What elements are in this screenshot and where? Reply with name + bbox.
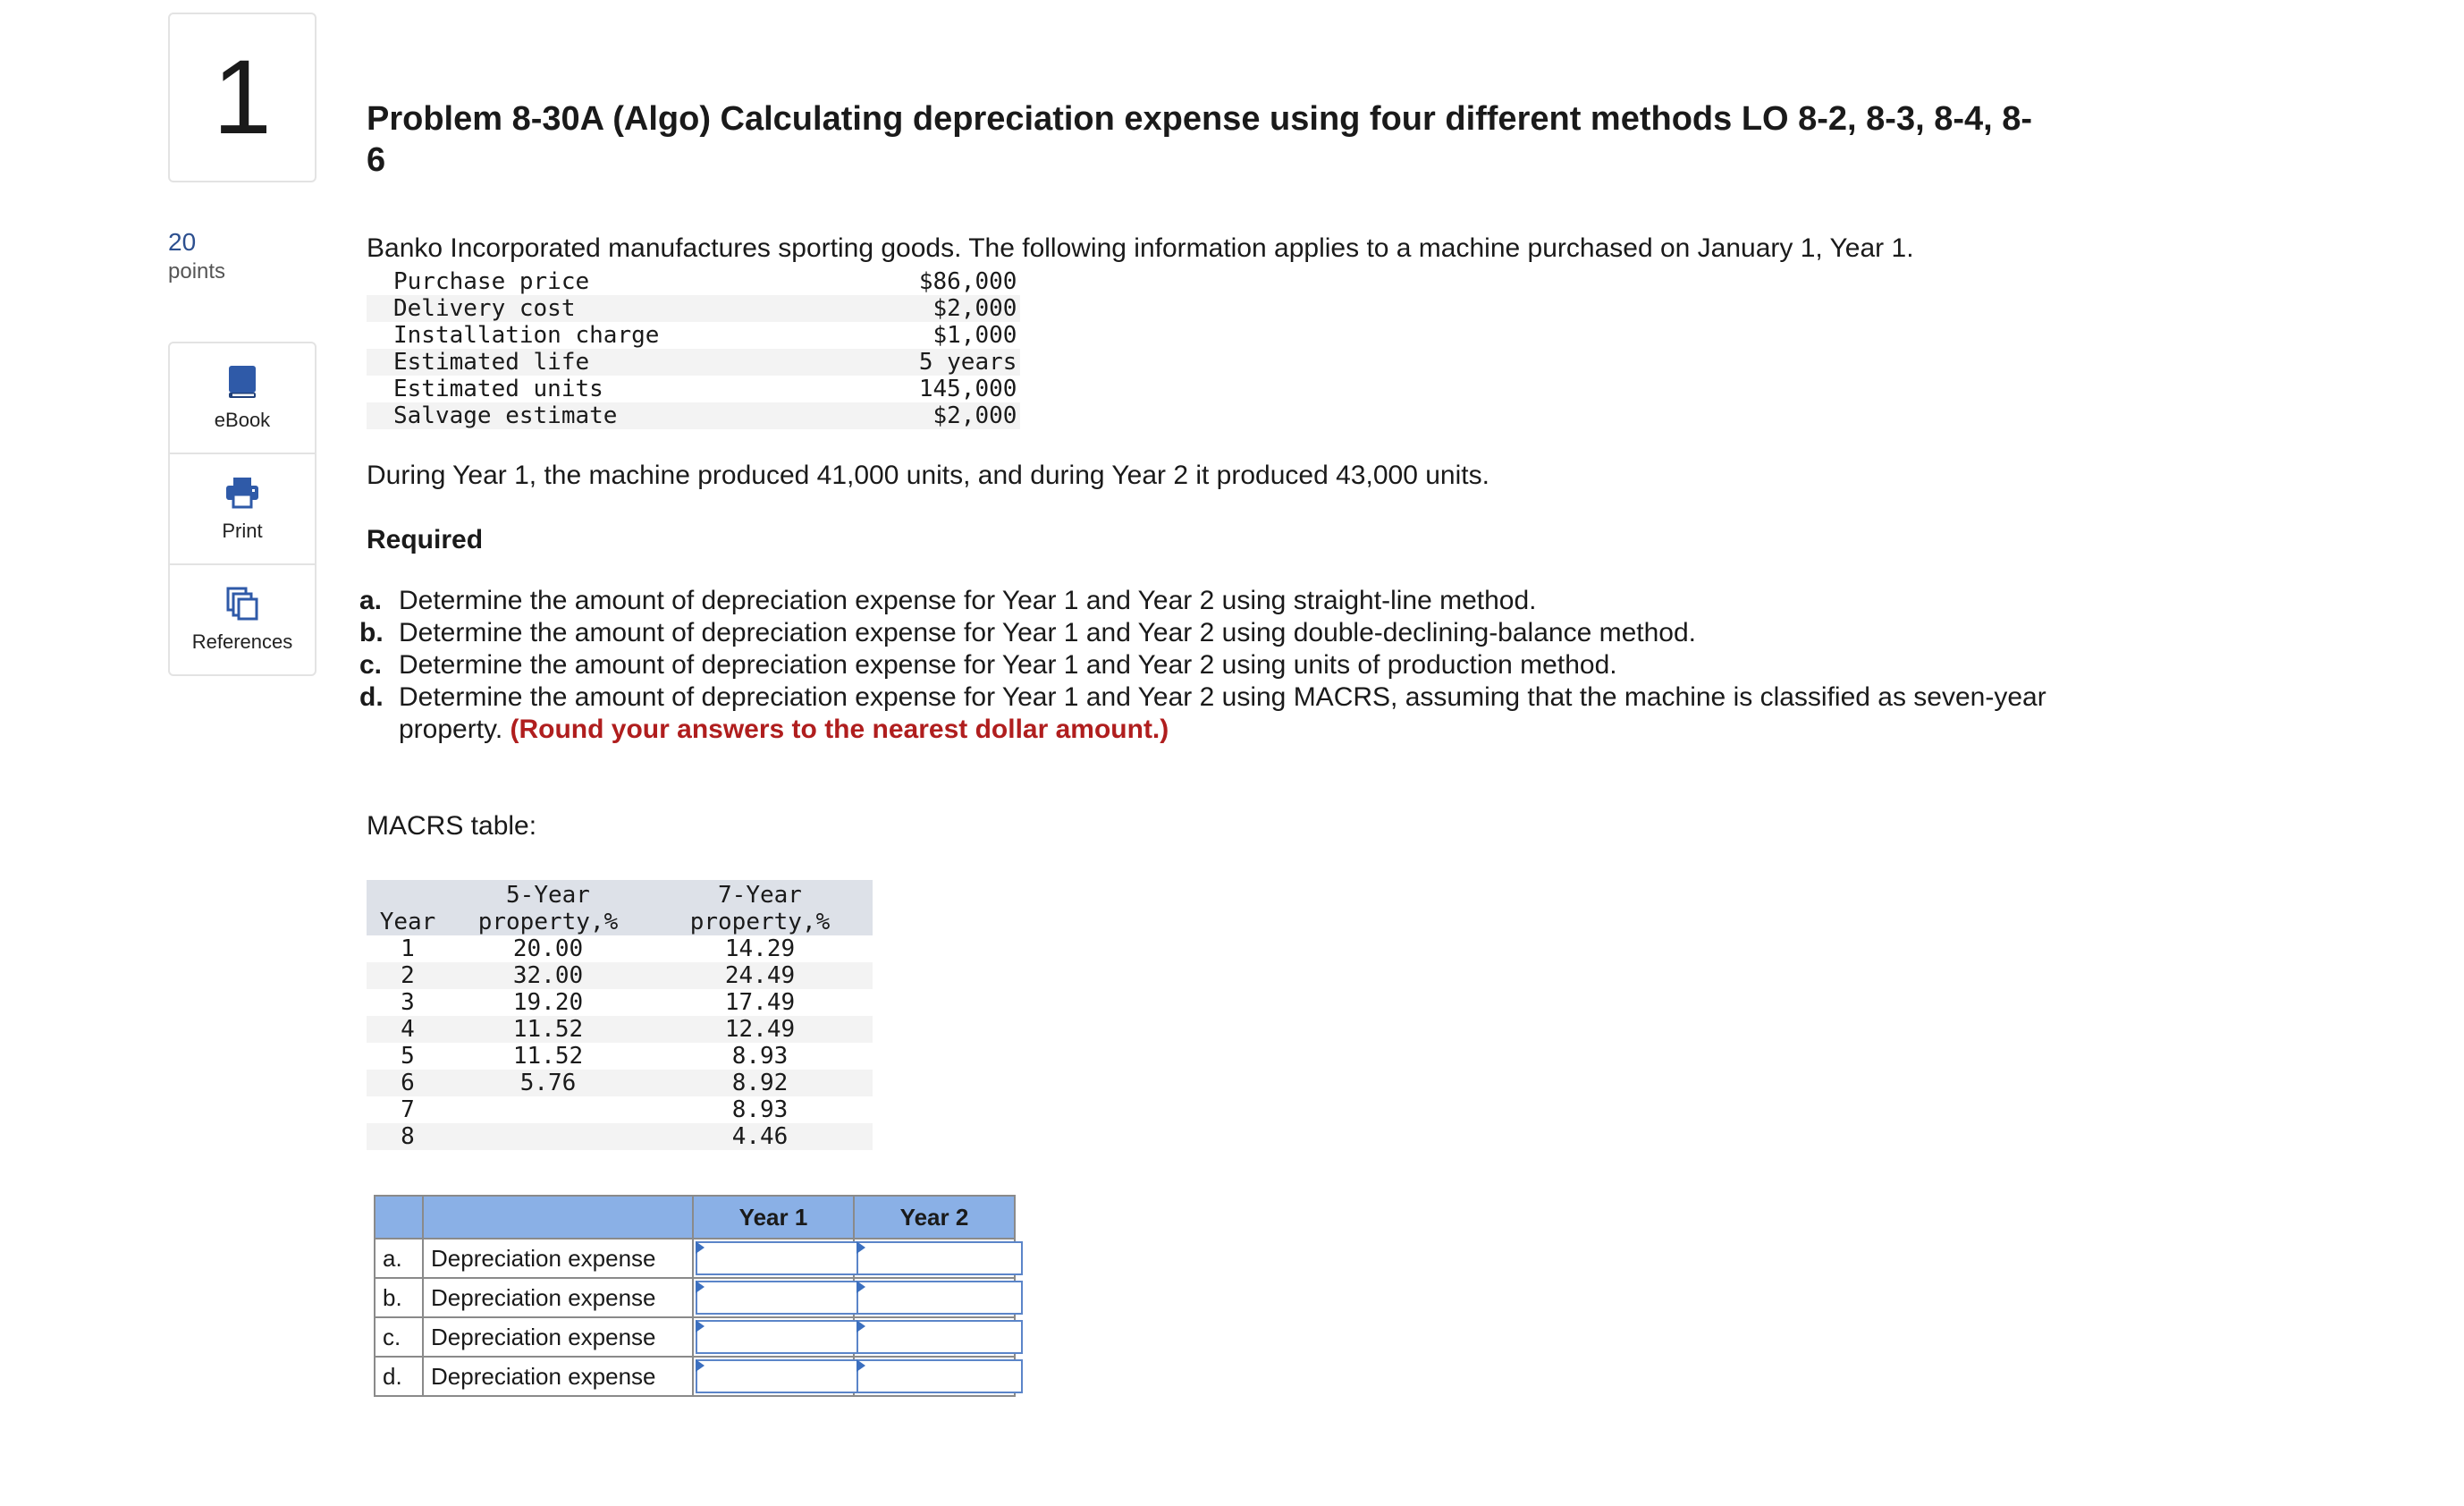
info-label: Purchase price [393, 268, 590, 295]
info-value: 145,000 [918, 376, 1017, 402]
references-label: References [191, 630, 293, 653]
table-cell: 7 [401, 1096, 415, 1123]
table-cell: 6 [367, 1070, 449, 1096]
requirement-letter: a. [359, 586, 383, 615]
row-label: Depreciation expense [423, 1317, 693, 1357]
table-row [375, 1357, 1015, 1396]
row-letter: b. [375, 1278, 423, 1317]
requirement-body [399, 681, 2058, 746]
requirement-letter: b. [359, 618, 384, 647]
table-row [367, 402, 1020, 429]
table-cell: 32.00 [449, 962, 647, 989]
table-cell: 19.20 [512, 989, 584, 1016]
answer-cell [854, 1357, 1015, 1396]
requirement-letter: c. [359, 650, 383, 680]
table-row [375, 1317, 1015, 1357]
info-value: $1,000 [932, 322, 1017, 349]
info-label: Salvage estimate [367, 402, 659, 429]
table-cell: 5.76 [449, 1070, 647, 1096]
table-row [367, 1070, 873, 1096]
row-letter: a. [375, 1239, 423, 1278]
table-cell: 14.29 [724, 935, 796, 962]
table-cell: 4.46 [647, 1123, 873, 1150]
table-row [367, 962, 873, 989]
table-row [367, 268, 1020, 295]
list-item [359, 585, 2058, 617]
column-header-year-1: Year 1 [693, 1196, 854, 1239]
column-header: Year [367, 880, 449, 935]
row-letter: d. [375, 1357, 423, 1396]
print-button[interactable] [170, 454, 315, 565]
table-cell: 8.92 [647, 1070, 873, 1096]
table-cell: 12.49 [647, 1016, 873, 1043]
year-1-input-a[interactable] [696, 1241, 862, 1275]
column-header: 7-Year property,% [647, 880, 873, 935]
table-cell: 8 [367, 1123, 449, 1150]
info-value: 5 years [659, 349, 1020, 376]
row-label: Depreciation expense [423, 1278, 693, 1317]
table-row [367, 1123, 873, 1150]
list-item [359, 649, 2058, 681]
table-cell [449, 1123, 647, 1150]
info-label: Installation charge [393, 322, 660, 349]
year-2-input-b[interactable] [856, 1281, 1023, 1315]
printer-icon [224, 475, 260, 511]
tools-panel [168, 342, 316, 676]
column-header: 5-Year property,% [449, 880, 647, 935]
column-header [423, 1196, 693, 1239]
table-cell: 1 [401, 935, 415, 962]
table-cell: 8.93 [731, 1043, 789, 1070]
year-2-input-d[interactable] [856, 1359, 1023, 1393]
references-button[interactable] [170, 565, 315, 674]
question-number: 1 [168, 13, 316, 182]
requirements-list [359, 585, 2058, 746]
info-value: $2,000 [659, 295, 1020, 322]
answer-cell [693, 1278, 854, 1317]
info-label: Estimated life [367, 349, 659, 376]
documents-icon [224, 586, 260, 622]
points-value: 20 [168, 228, 197, 256]
table-row [367, 989, 873, 1016]
ebook-button[interactable] [170, 343, 315, 454]
info-label: Estimated units [393, 376, 603, 402]
table-cell: 5 [401, 1043, 415, 1070]
table-cell: 4 [367, 1016, 449, 1043]
table-row [375, 1239, 1015, 1278]
book-icon [226, 364, 258, 400]
table-cell: 8.93 [731, 1096, 789, 1123]
macrs-table [367, 880, 873, 1150]
requirement-text: Determine the amount of depreciation expense for Year 1 and Year 2 using units of production method. [399, 650, 1617, 680]
answer-cell [854, 1239, 1015, 1278]
table-row [367, 1096, 873, 1123]
table-row [367, 1016, 873, 1043]
table-row [367, 935, 873, 962]
requirement-letter: d. [359, 682, 384, 712]
answer-cell [693, 1357, 854, 1396]
year-1-input-b[interactable] [696, 1281, 862, 1315]
points-block [168, 227, 225, 286]
table-cell: 17.49 [724, 989, 796, 1016]
table-cell: 11.52 [512, 1043, 584, 1070]
table-cell: 20.00 [512, 935, 584, 962]
info-value: $86,000 [918, 268, 1017, 295]
required-heading: Required [367, 525, 484, 554]
year-2-input-c[interactable] [856, 1320, 1023, 1354]
table-header-row [375, 1196, 1015, 1239]
table-row [367, 295, 1020, 322]
production-text: During Year 1, the machine produced 41,000 units, and during Year 2 it produced 43,000 units. [367, 461, 1489, 490]
table-row [367, 349, 1020, 376]
year-2-input-a[interactable] [856, 1241, 1023, 1275]
table-row [375, 1278, 1015, 1317]
table-row [367, 1043, 873, 1070]
row-label: Depreciation expense [423, 1239, 693, 1278]
problem-title: Problem 8-30A (Algo) Calculating depreciation expense using four different methods LO 8-2, 8-3, 8-4, 8-6 [367, 100, 2033, 179]
row-letter: c. [375, 1317, 423, 1357]
info-label: Delivery cost [367, 295, 659, 322]
table-row [367, 376, 1020, 402]
points-label: points [168, 259, 226, 283]
table-cell: 2 [367, 962, 449, 989]
table-cell [449, 1096, 647, 1123]
machine-info-table [367, 268, 1020, 429]
macrs-label: MACRS table: [367, 811, 537, 841]
print-label: Print [222, 520, 263, 542]
table-cell: 11.52 [449, 1016, 647, 1043]
requirement-text: Determine the amount of depreciation expense for Year 1 and Year 2 using double-declining-balance method. [399, 618, 1697, 647]
answer-cell [693, 1239, 854, 1278]
table-header-row [367, 880, 873, 935]
row-label: Depreciation expense [423, 1357, 693, 1396]
year-1-input-d[interactable] [696, 1359, 862, 1393]
requirement-text: Determine the amount of depreciation expense for Year 1 and Year 2 using MACRS, assuming that the machine is classified as seven-year property. [399, 682, 2046, 744]
requirement-text: Determine the amount of depreciation expense for Year 1 and Year 2 using straight-line method. [399, 586, 1537, 615]
ebook-label: eBook [214, 409, 271, 431]
column-header [375, 1196, 423, 1239]
answer-grid [374, 1195, 1016, 1397]
table-cell: 3 [401, 989, 415, 1016]
intro-text: Banko Incorporated manufactures sporting goods. The following information applies to a machine purchased on January 1, Year 1. [367, 233, 1914, 263]
year-1-input-c[interactable] [696, 1320, 862, 1354]
table-row [367, 322, 1020, 349]
rounding-note: (Round your answers to the nearest dollar amount.) [510, 715, 1169, 744]
column-header-year-2: Year 2 [854, 1196, 1015, 1239]
info-value: $2,000 [659, 402, 1020, 429]
answer-cell [854, 1317, 1015, 1357]
list-item [359, 681, 2058, 746]
answer-cell [854, 1278, 1015, 1317]
table-cell: 24.49 [647, 962, 873, 989]
answer-cell [693, 1317, 854, 1357]
list-item [359, 617, 2058, 649]
